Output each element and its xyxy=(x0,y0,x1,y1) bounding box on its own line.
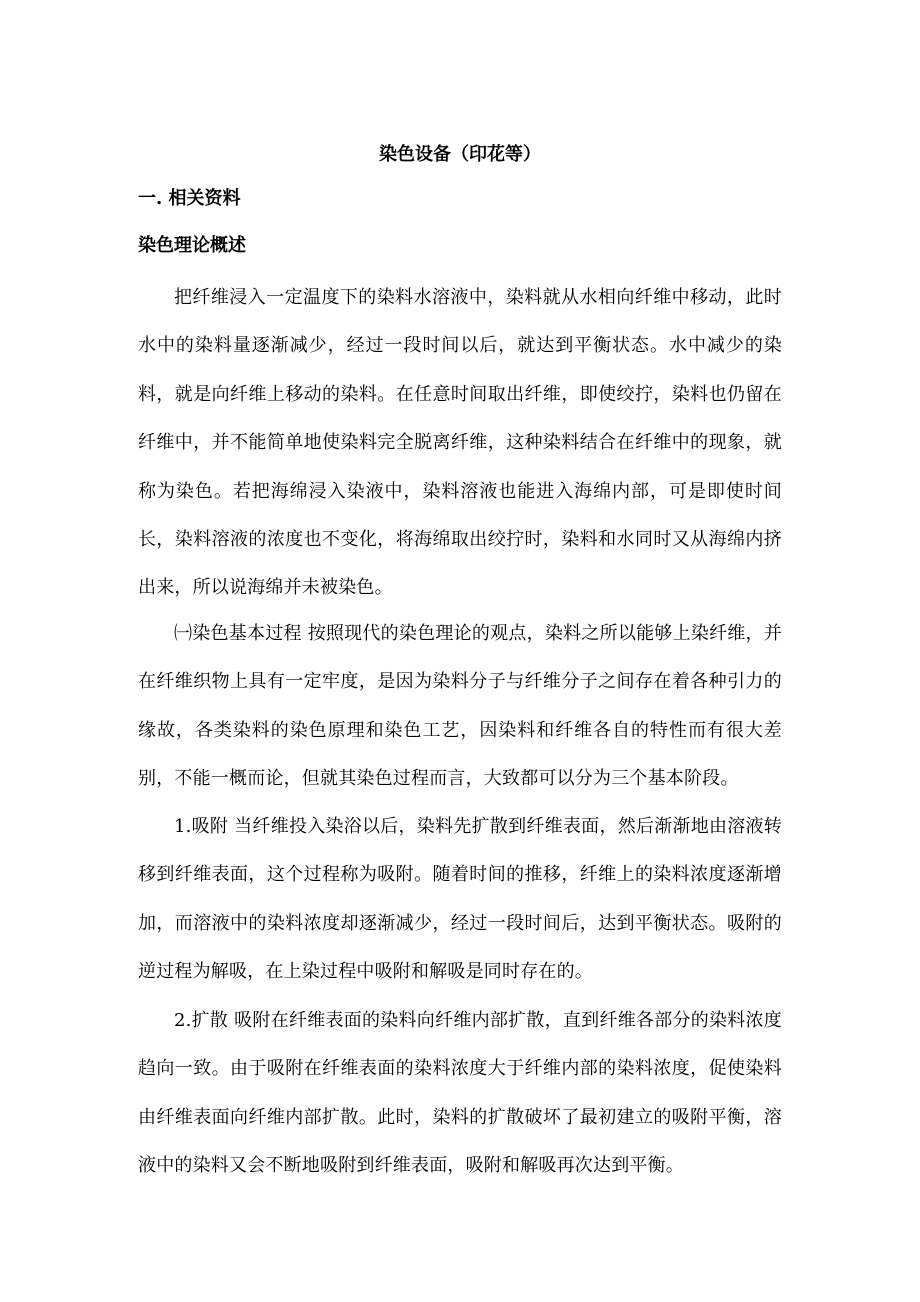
paragraph-adsorption xyxy=(138,803,782,997)
paragraph-text: 把纤维浸入一定温度下的染料水溶液中，染料就从水相向纤维中移动，此时水中的染料量逐渐减少，经过一段时间以后，就达到平衡状态。水中减少的染料，就是向纤维上移动的染料。在任意时间取出纤维，即使绞拧，染料也仍留在纤维中，并不能简单地使染料完全脱离纤维，这种染料结合在纤维中的现象，就称为染色。若把海绵浸入染液中，染料溶液也能进入海绵内部，可是即使时间长，染料溶液的浓度也不变化，将海绵取出绞拧时，染料和水同时又从海绵内挤出来，所以说海绵并未被染色。 xyxy=(138,287,782,599)
paragraph-text: 吸附在纤维表面的染料向纤维内部扩散，直到纤维各部分的染料浓度趋向一致。由于吸附在纤维表面的染料浓度大于纤维内部的染料浓度，促使染料由纤维表面向纤维内部扩散。此时，染料的扩散破坏了最初建立的吸附平衡，溶液中的染料又会不断地吸附到纤维表面，吸附和解吸再次达到平衡。 xyxy=(138,1010,783,1177)
section-heading: 一. 相关资料 xyxy=(138,188,241,209)
document-title: 染色设备（印花等） xyxy=(379,144,541,165)
paragraph-lead: 1.吸附 xyxy=(174,816,229,837)
sub-heading: 染色理论概述 xyxy=(138,235,246,256)
paragraph-text: 当纤维投入染浴以后，染料先扩散到纤维表面，然后渐渐地由溶液转移到纤维表面，这个过程称为吸附。随着时间的推移，纤维上的染料浓度逐渐增加，而溶液中的染料浓度却逐渐减少，经过一段时间后，达到平衡状态。吸附的逆过程为解吸，在上染过程中吸附和解吸是同时存在的。 xyxy=(138,816,783,983)
paragraph-lead: ㈠染色基本过程 xyxy=(174,623,302,644)
paragraph-text: 按照现代的染色理论的观点，染料之所以能够上染纤维，并在纤维织物上具有一定牢度，是因为染料分子与纤维分子之间存在着各种引力的缘故，各类染料的染色原理和染色工艺，因染料和纤维各自的特性而有很大差别，不能一概而论，但就其染色过程而言，大致都可以分为三个基本阶段。 xyxy=(138,623,782,790)
paragraph-lead: 2.扩散 xyxy=(174,1010,229,1031)
paragraph-intro xyxy=(138,274,782,613)
paragraph-diffusion xyxy=(138,997,782,1191)
paragraph-basic-process xyxy=(138,610,782,804)
